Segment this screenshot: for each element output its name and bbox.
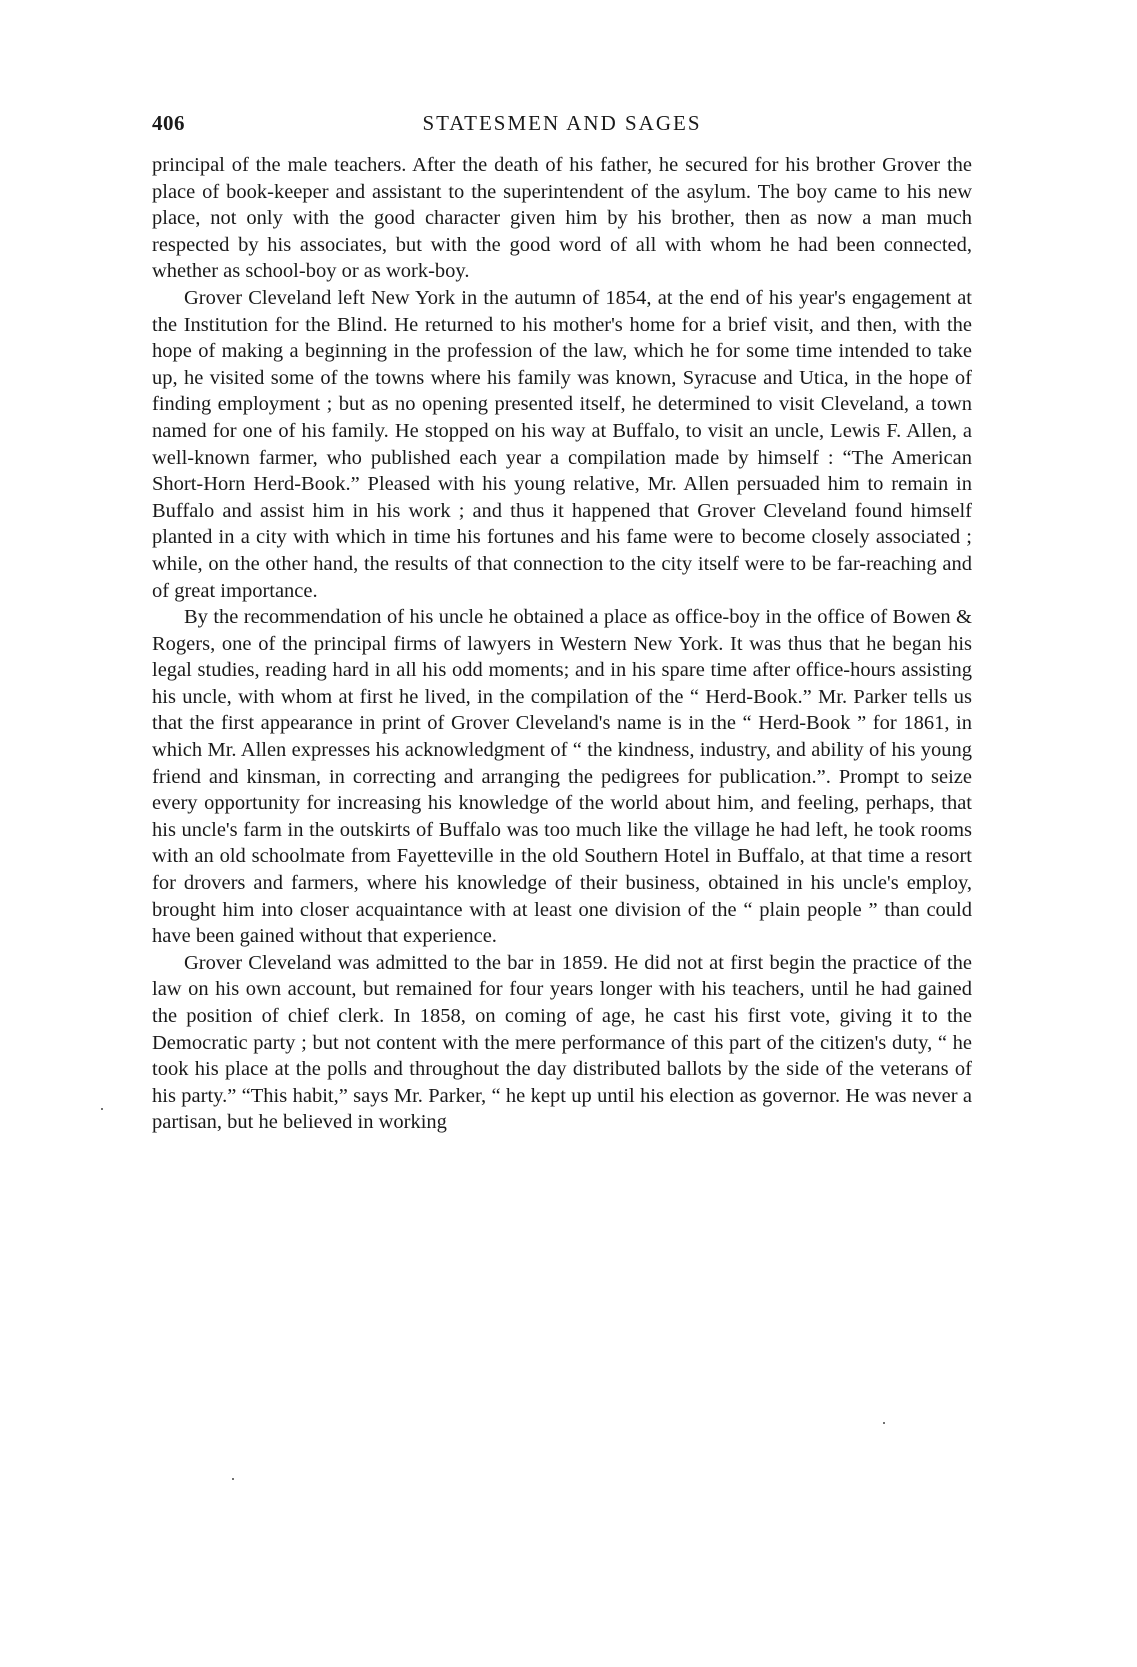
paragraph: Grover Cleveland was admitted to the bar in 1859. He did not at first begin the practice of the law on his own account, but remained for four years longer with his teachers, until he had gained the position of chief clerk. In 1858, on coming of age, he cast his first vote, giving it to the Democratic party ; but not content with the mere performance of this part of the citizen's duty, “ he took his place at the polls and throughout the day distributed ballots by the side of the veterans of his party.” “This habit,” says Mr. Parker, “ he kept up until his election as governor. He was never a partisan, but he believed in working: [152, 951, 972, 1134]
print-speck: [101, 1108, 103, 1110]
paragraph: By the recommendation of his uncle he obtained a place as office-boy in the office of Bowen & Rogers, one of the principal firms of lawyers in Western New York. It was thus that he began his legal studies, reading hard in all his odd moments; and in his spare time after office-hours assisting his uncle, with whom at first he lived, in the compilation of the “ Herd-Book.” Mr. Parker tells us that the first appearance in print of Grover Cleveland's name is in the “ Herd-Book ” for 1861, in which Mr. Allen expresses his acknowledgment of “ the kindness, industry, and ability of his young friend and kinsman, in correcting and arranging the pedigrees for publication.”. Prompt to seize every opportunity for increasing his knowledge of the world about him, and feeling, perhaps, that his uncle's farm in the outskirts of Buffalo was too much like the village he had left, he took rooms with an old schoolmate from Fayetteville in the old Southern Hotel in Buffalo, at that time a resort for drovers and farmers, where his knowledge of their business, obtained in his uncle's employ, brought him into closer acquaintance with at least one division of the “ plain people ” than could have been gained without that experience.: [152, 606, 972, 948]
print-speck: [232, 1478, 234, 1480]
paragraph: Grover Cleveland left New York in the autumn of 1854, at the end of his year's engagement at the Institution for the Blind. He returned to his mother's home for a brief visit, and then, with the hope of making a beginning in the profession of the law, which he for some time intended to take up, he visited some of the towns where his family was known, Syracuse and Utica, in the hope of finding employment ; but as no opening presented itself, he determined to visit Cleveland, a town named for one of his family. He stopped on his way at Buffalo, to visit an uncle, Lewis F. Allen, a well-known farmer, who published each year a compilation made by himself : “The American Short-Horn Herd-Book.” Pleased with his young relative, Mr. Allen persuaded him to remain in Buffalo and assist him in his work ; and thus it happened that Grover Cleveland found himself planted in a city with which in time his fortunes and his fame were to become closely associated ; while, on the other hand, the results of that connection to the city itself were to be far-reaching and of great importance.: [152, 286, 972, 602]
running-title: STATESMEN AND SAGES: [422, 111, 702, 135]
page-number: 406: [152, 111, 185, 135]
body-text: [152, 152, 972, 1136]
paragraph: principal of the male teachers. After the death of his father, he secured for his brother Grover the place of book-keeper and assistant to the superintendent of the asylum. The boy came to his new place, not only with the good character given him by his brother, then as now a man much respected by his associates, but with the good word of all with whom he had been connected, whether as school-boy or as work-boy.: [152, 154, 972, 283]
running-head: [152, 108, 972, 138]
print-speck: [883, 1422, 885, 1424]
